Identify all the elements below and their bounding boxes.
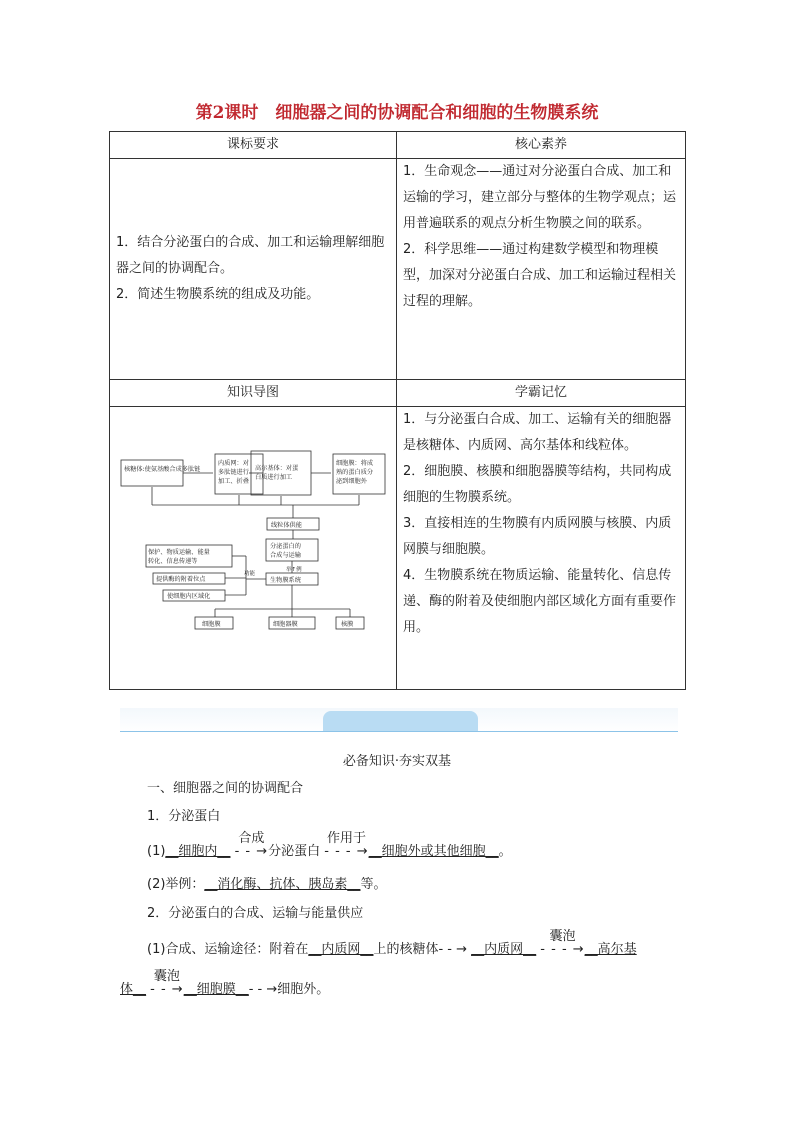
blank-answer: __消化酶、抗体、胰岛素__	[204, 877, 361, 892]
mitochondria-energy-text: 线粒体供能	[271, 522, 302, 529]
header-knowledge-map: 知识导图	[110, 380, 397, 407]
memory-item: 2．细胞膜、核膜和细胞器膜等结构，共同构成细胞的生物膜系统。	[403, 464, 672, 505]
line-examples	[147, 873, 386, 892]
core-literacy-cell	[397, 159, 686, 380]
line-pathway-cont: 体__ 囊泡 - - →__细胞膜__- - →细胞外。	[120, 978, 329, 997]
core-item: 1．生命观念——通过对分泌蛋白合成、加工和运输的学习，建立部分与整体的生物学观点；运用普遍联系的观点分析生物膜之间的联系。	[403, 164, 677, 231]
nuclear-membrane-text: 核膜	[341, 621, 354, 628]
item-label: (2)举例：	[147, 877, 205, 892]
arrow-vesicle: 囊泡 - - - →	[540, 942, 584, 957]
organelle-membrane-text: 细胞器膜	[273, 621, 298, 628]
memory-item: 1．与分泌蛋白合成、加工、运输有关的细胞器是核糖体、内质网、高尔基体和线粒体。	[403, 412, 672, 453]
arrow-synthesis: 合成 - - →	[235, 844, 269, 859]
line-secretory-definition	[147, 831, 512, 859]
punctuation: 等。	[360, 877, 387, 892]
item-number: (1)	[147, 844, 166, 859]
secretion-text: 合成与运输	[270, 552, 301, 559]
blank-answer: __细胞外或其他细胞__	[368, 844, 499, 859]
curriculum-cell	[110, 159, 397, 380]
membrane-text: 细胞膜：将成	[336, 460, 374, 467]
secretion-text: 分泌蛋白的	[270, 543, 301, 550]
arrow-vesicle: 囊泡 - - →	[150, 982, 184, 997]
compartment-text: 使细胞内区域化	[167, 593, 211, 600]
term-text: 分泌蛋白	[268, 844, 321, 859]
er-text: 加工、折叠	[218, 478, 249, 485]
section-banner	[120, 708, 678, 732]
golgi-text: 白质进行加工	[255, 474, 293, 481]
curriculum-item: 1．结合分泌蛋白的合成、加工和运输理解细胞器之间的协调配合。	[116, 235, 385, 276]
memory-item: 3．直接相连的生物膜有内质网膜与核膜、内质网膜与细胞膜。	[403, 516, 672, 557]
knowledge-map-cell	[110, 407, 397, 690]
header-curriculum: 课标要求	[110, 132, 397, 159]
arrow-label: 作用于	[326, 831, 366, 846]
memory-cell	[397, 407, 686, 690]
membrane-text: 泌到细胞外	[336, 478, 367, 485]
heading-coordination: 一、细胞器之间的协调配合	[147, 781, 304, 796]
blank-answer: __内质网__	[308, 942, 374, 957]
blank-answer: 体__	[120, 982, 147, 997]
term-text: 上的核糖体	[373, 942, 439, 957]
punctuation: 。	[498, 844, 512, 859]
lesson-title: 第2课时 细胞器之间的协调配合和细胞的生物膜系统	[195, 103, 599, 123]
function-text: 转化、信息传递等	[148, 558, 198, 565]
ribosome-text: 核糖体:使氨基酸合成多肽链	[124, 466, 201, 473]
example-label: 举↑例	[286, 567, 302, 573]
membrane-text: 熟的蛋白质分	[336, 469, 374, 476]
heading-synthesis-transport: 2．分泌蛋白的合成、运输与能量供应	[147, 906, 364, 921]
core-item: 2．科学思维——通过构建数学模型和物理模型，加深对分泌蛋白合成、加工和运输过程相关过程的理解。	[403, 242, 677, 309]
membrane-system-text: 生物膜系统	[270, 577, 301, 584]
blank-answer: __高尔基	[584, 942, 637, 957]
arrow-label: 囊泡	[153, 969, 180, 984]
banner-tab	[323, 711, 478, 732]
header-core-literacy: 核心素养	[397, 132, 686, 159]
blank-answer: __内质网__	[471, 942, 537, 957]
enzyme-site-text: 提供酶的附着位点	[156, 576, 206, 583]
item-label: (1)合成、运输途径：附着在	[147, 942, 309, 957]
cell-membrane-text: 细胞膜	[202, 621, 221, 628]
header-memory: 学霸记忆	[397, 380, 686, 407]
heading-secretory-protein: 1．分泌蛋白	[147, 809, 221, 824]
term-text: 细胞外。	[277, 982, 330, 997]
curriculum-item: 2．简述生物膜系统的组成及功能。	[116, 287, 320, 302]
line-pathway: (1)合成、运输途径：附着在__内质网__上的核糖体- - → __内质网__ 囊泡 - - - →__高尔基	[147, 938, 637, 957]
blank-answer: __细胞内__	[165, 844, 231, 859]
memory-item: 4．生物膜系统在物质运输、能量转化、信息传递、酶的附着及使细胞内部区域化方面有重要作用。	[403, 568, 677, 635]
er-text: 内质网：对	[218, 460, 249, 467]
er-text: 多肽链进行	[218, 469, 249, 476]
arrow-label: 合成	[238, 831, 265, 846]
function-text: 保护、物质运输、能量	[148, 549, 210, 556]
golgi-text: 高尔基体：对蛋	[255, 465, 299, 472]
arrow-label: 囊泡	[549, 929, 576, 944]
section-title: 必备知识·夯实双基	[342, 754, 452, 769]
overview-table	[109, 131, 686, 690]
knowledge-map-diagram	[110, 407, 396, 679]
arrow-acts-on: 作用于 - - - →	[324, 844, 368, 859]
function-label: 功能	[244, 571, 256, 577]
blank-answer: __细胞膜__	[183, 982, 249, 997]
